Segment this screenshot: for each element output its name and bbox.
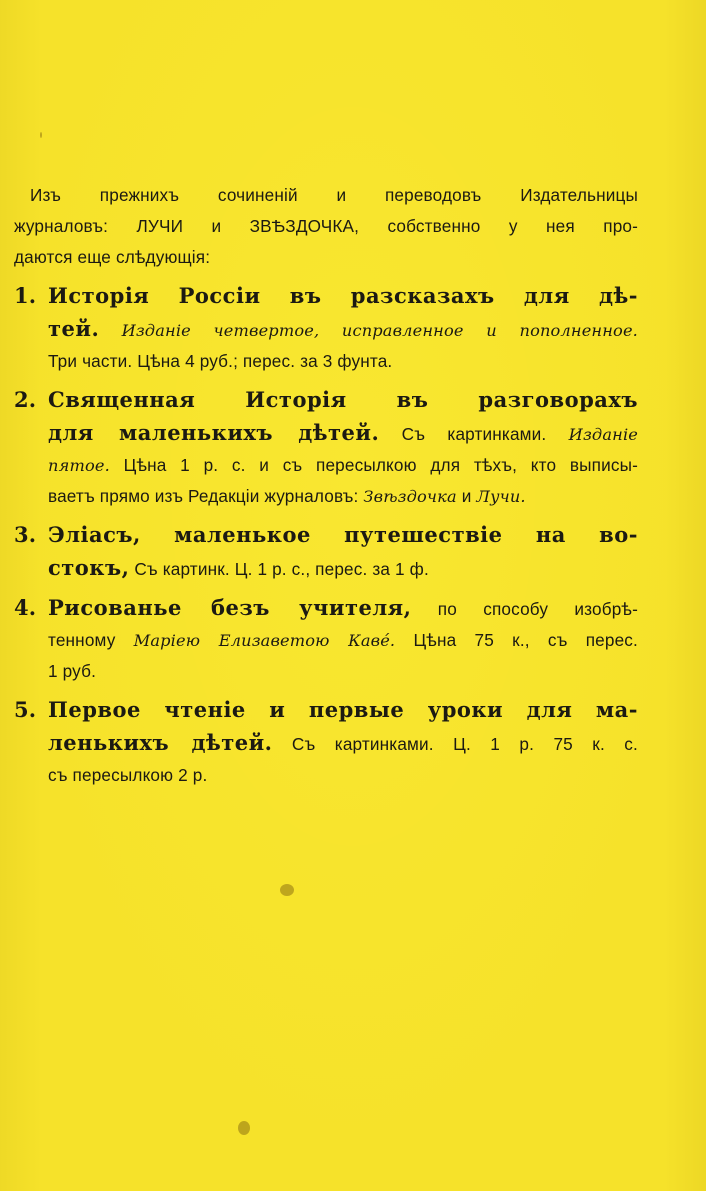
list-item xyxy=(14,280,638,377)
item-title: Священная Исторiя въ разговорахъ xyxy=(48,387,638,412)
item-details: 1 руб. xyxy=(48,661,97,681)
item-details: съ пересылкою 2 р. xyxy=(48,765,208,785)
paper-speck xyxy=(238,1121,250,1135)
item-details: тенному xyxy=(48,630,116,650)
item-number: 3. xyxy=(14,522,37,547)
item-details: Съ картинками. Ц. 1 р. 75 к. с. xyxy=(291,734,638,754)
item-edition: Изданiе xyxy=(568,425,638,444)
intro-paragraph xyxy=(14,180,638,273)
item-details: Съ картинками. xyxy=(401,424,547,444)
item-title: ленькихъ дѣтей. xyxy=(48,730,273,755)
item-author: Марiею Елизаветою Кавé. xyxy=(133,631,396,650)
item-title: Элiасъ, маленькое путешествiе на во- xyxy=(48,522,638,547)
list-item xyxy=(14,592,638,687)
item-title: Исторiя Россiи въ разсказахъ для дѣ- xyxy=(48,283,638,308)
intro-line: даются еще слѣдующiя: xyxy=(14,247,211,267)
item-details: по способу изобрѣ- xyxy=(437,599,638,619)
item-edition: Изданiе четвертое, исправленное и пополненное. xyxy=(121,321,638,340)
intro-line: Изъ прежнихъ сочиненiй и переводовъ Издательницы xyxy=(30,185,638,205)
journal-name: Лучи. xyxy=(476,487,526,506)
item-number: 4. xyxy=(14,595,37,620)
list-item xyxy=(14,694,638,791)
intro-line: журналовъ: ЛУЧИ и ЗВѢЗДОЧКА, собственно у нея про- xyxy=(14,216,638,236)
item-title: тей. xyxy=(48,316,100,341)
item-number: 2. xyxy=(14,387,37,412)
item-title: для маленькихъ дѣтей. xyxy=(48,420,380,445)
item-details: ваетъ прямо изъ Редакцiи журналовъ: xyxy=(48,486,359,506)
paper-speck xyxy=(40,132,42,138)
item-details: и xyxy=(461,486,472,506)
item-number: 5. xyxy=(14,697,37,722)
item-title: стокъ, xyxy=(48,555,130,580)
journal-name: Звѣздочка xyxy=(363,487,457,506)
item-details: Три части. Цѣна 4 руб.; перес. за 3 фунта. xyxy=(48,351,393,371)
list-item xyxy=(14,384,638,512)
item-details: Съ картинк. Ц. 1 р. с., перес. за 1 ф. xyxy=(134,559,429,579)
advertisement-text xyxy=(14,180,638,791)
item-details: Цѣна 1 р. с. и съ пересылкою для тѣхъ, кто выписы- xyxy=(123,455,638,475)
paper-speck xyxy=(280,884,294,896)
item-title: Рисованье безъ учителя, xyxy=(48,595,412,620)
list-item xyxy=(14,519,638,585)
item-title: Первое чтенiе и первые уроки для ма- xyxy=(48,697,638,722)
item-number: 1. xyxy=(14,283,37,308)
item-details: Цѣна 75 к., съ перес. xyxy=(413,630,638,650)
item-edition: пятое. xyxy=(48,456,110,475)
